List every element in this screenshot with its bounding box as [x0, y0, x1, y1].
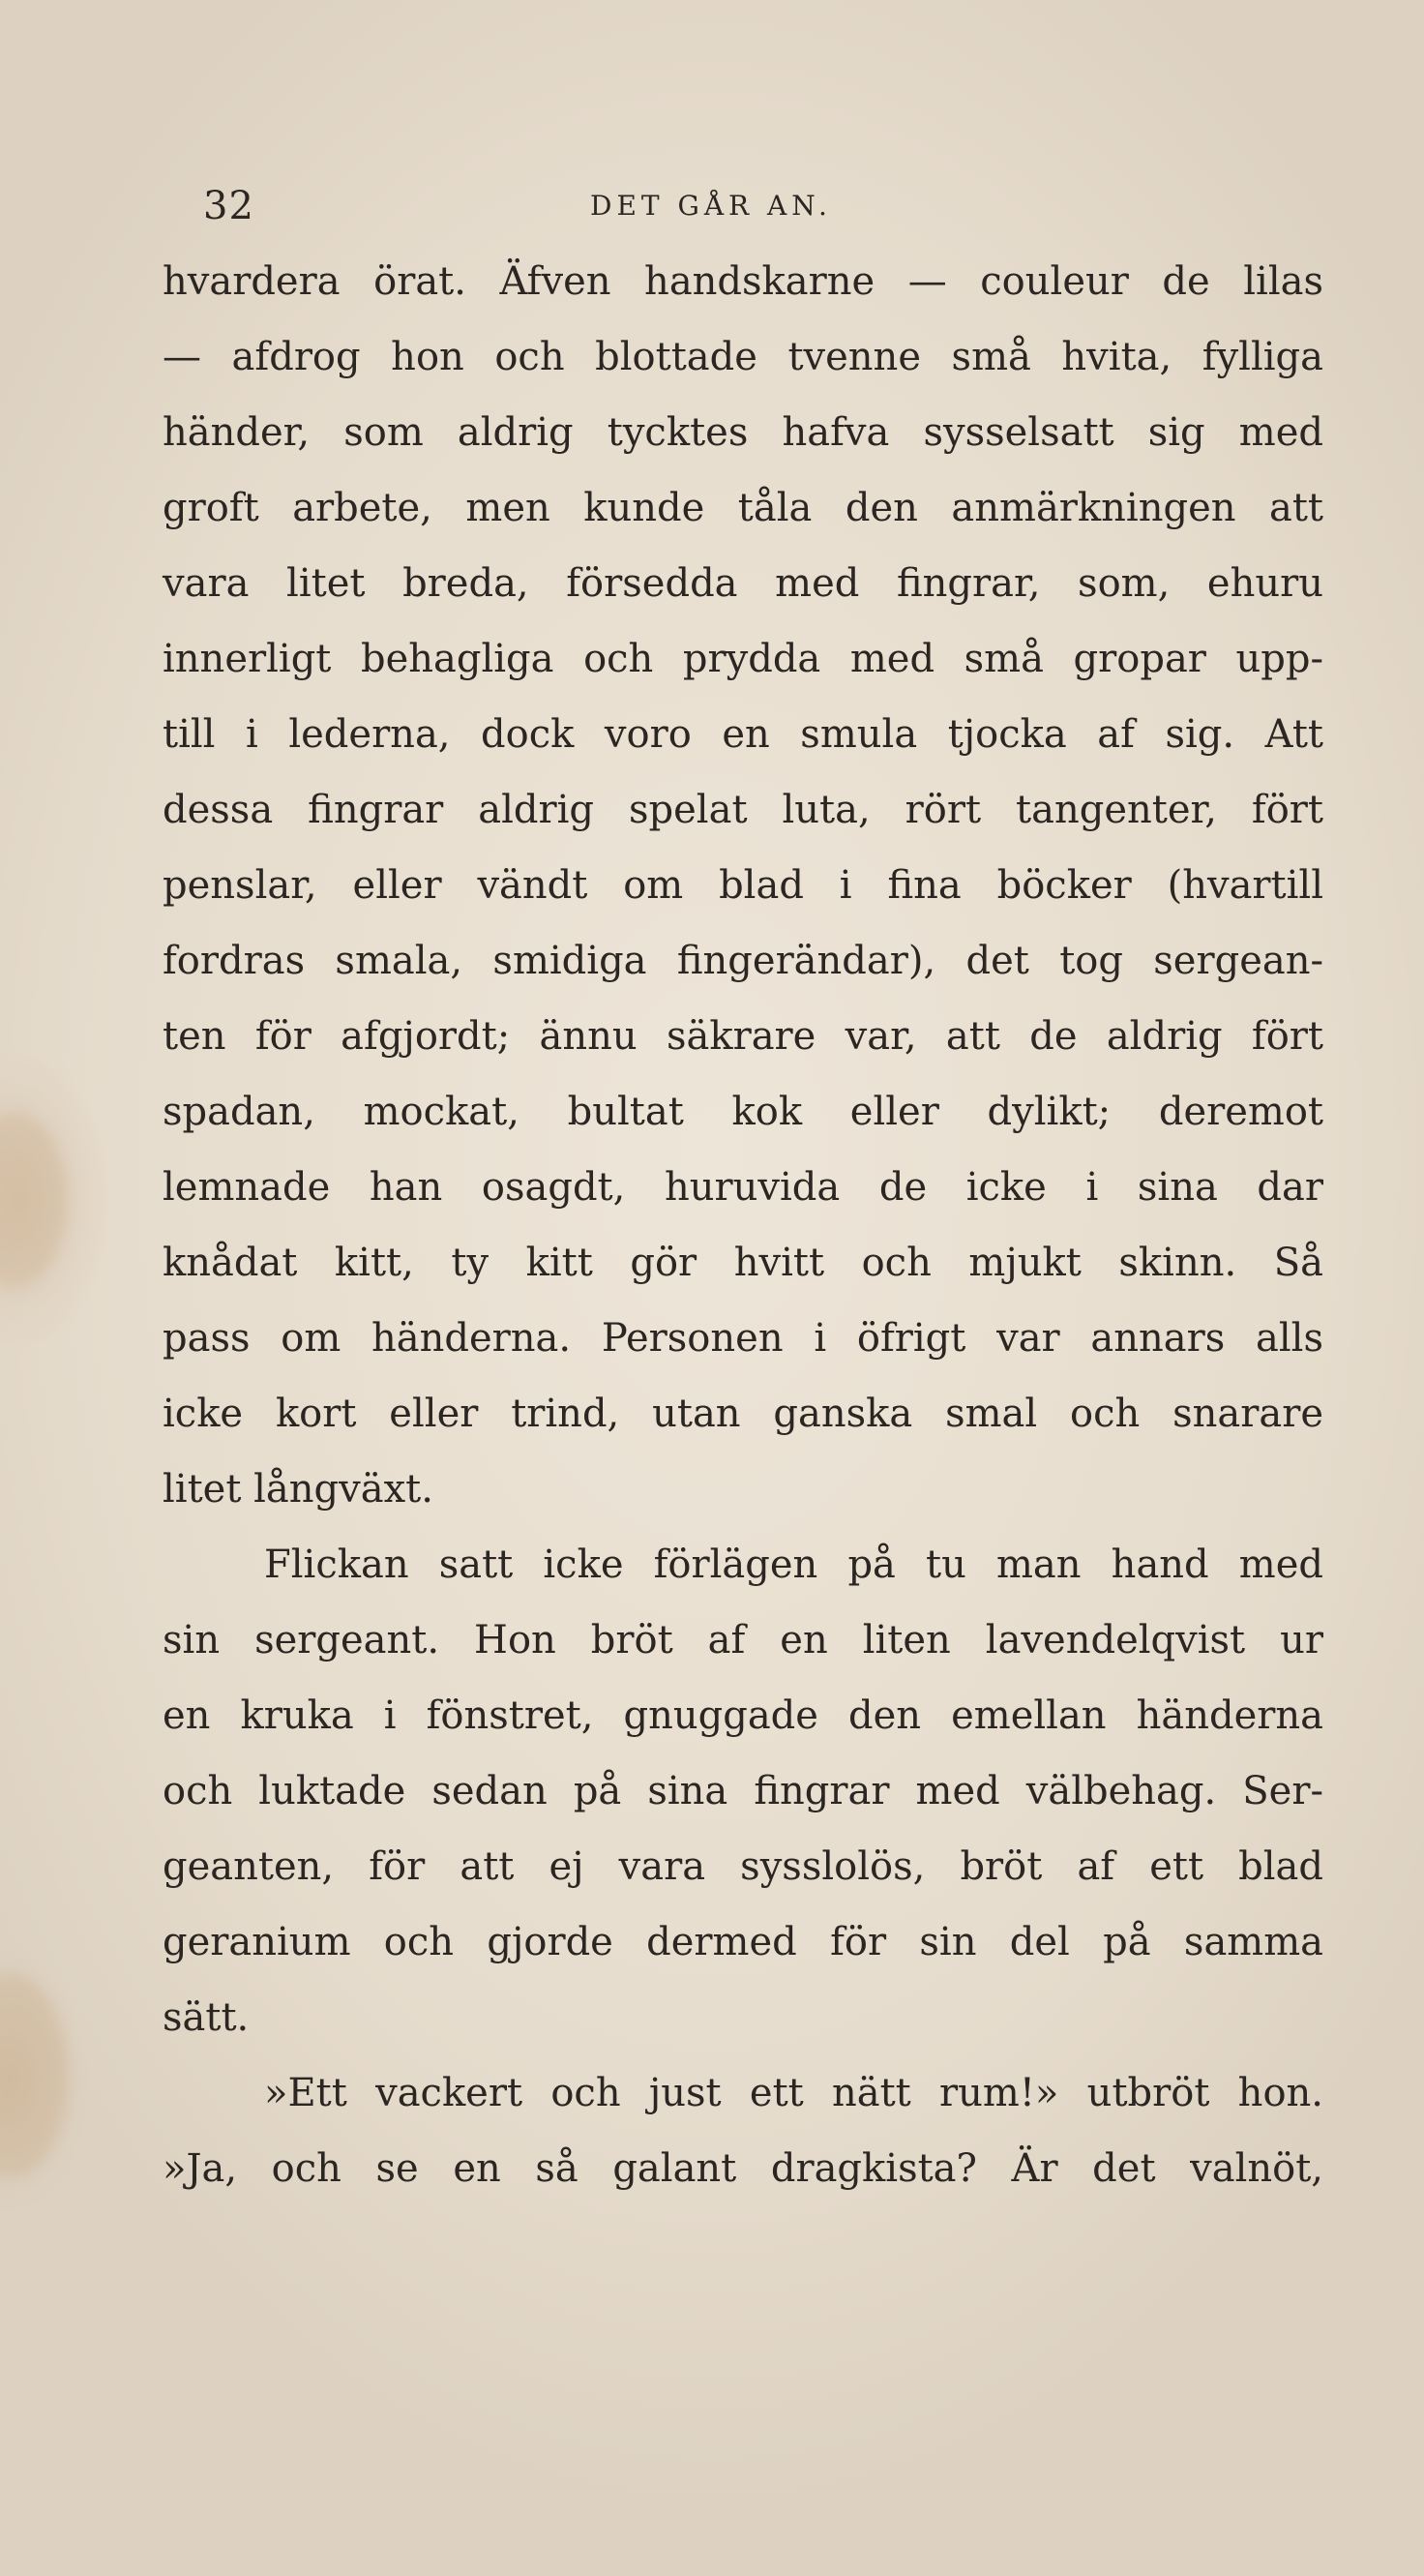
text-line: dessa fingrar aldrig spelat luta, rört tangenter, fört	[163, 788, 1323, 832]
paper-stain	[0, 1974, 68, 2177]
text-line: hvardera örat. Äfven handskarne — couleur de lilas	[163, 259, 1323, 304]
text-line: knådat kitt, ty kitt gör hvitt och mjukt skinn. Så	[163, 1241, 1323, 1285]
text-line: penslar, eller vändt om blad i fina böcker (hvartill	[163, 863, 1323, 908]
text-line: geranium och gjorde dermed för sin del på samma	[163, 1920, 1323, 1964]
text-line: sin sergeant. Hon bröt af en liten lavendelqvist ur	[163, 1618, 1323, 1662]
text-line: litet långväxt.	[163, 1467, 433, 1512]
text-line: lemnade han osagdt, huruvida de icke i sina dar	[163, 1165, 1323, 1210]
body-text	[163, 244, 1323, 2206]
text-line: fordras smala, smidiga fingerändar), det tog sergean-	[163, 939, 1323, 983]
text-line: spadan, mockat, bultat kok eller dylikt; deremot	[163, 1090, 1323, 1134]
text-line: händer, som aldrig tycktes hafva sysselsatt sig med	[163, 410, 1323, 455]
text-line: groft arbete, men kunde tåla den anmärkningen att	[163, 486, 1323, 530]
text-line: »Ett vackert och just ett nätt rum!» utbröt hon.	[264, 2071, 1323, 2115]
page-header	[203, 172, 1316, 240]
text-line: geanten, för att ej vara sysslolös, bröt af ett blad	[163, 1844, 1323, 1889]
running-head: DET GÅR AN.	[590, 190, 832, 222]
text-line: ten för afgjordt; ännu säkrare var, att de aldrig fört	[163, 1014, 1323, 1059]
text-line: och luktade sedan på sina fingrar med välbehag. Ser-	[163, 1769, 1323, 1813]
text-line: pass om händerna. Personen i öfrigt var annars alls	[163, 1316, 1323, 1361]
text-line: innerligt behagliga och prydda med små gropar upp-	[163, 637, 1323, 681]
text-line: sätt.	[163, 1995, 250, 2040]
page-number: 32	[203, 184, 254, 228]
text-line: icke kort eller trind, utan ganska smal och snarare	[163, 1392, 1323, 1436]
text-line: »Ja, och se en så galant dragkista? Är det valnöt,	[163, 2146, 1323, 2191]
text-line: — afdrog hon och blottade tvenne små hvita, fylliga	[163, 335, 1323, 379]
text-line: vara litet breda, försedda med fingrar, som, ehuru	[163, 561, 1323, 606]
paper-stain	[0, 1113, 68, 1287]
text-line: till i lederna, dock voro en smula tjocka af sig. Att	[163, 712, 1323, 757]
text-line: Flickan satt icke förlägen på tu man hand med	[264, 1543, 1323, 1587]
text-line: en kruka i fönstret, gnuggade den emellan händerna	[163, 1693, 1323, 1738]
